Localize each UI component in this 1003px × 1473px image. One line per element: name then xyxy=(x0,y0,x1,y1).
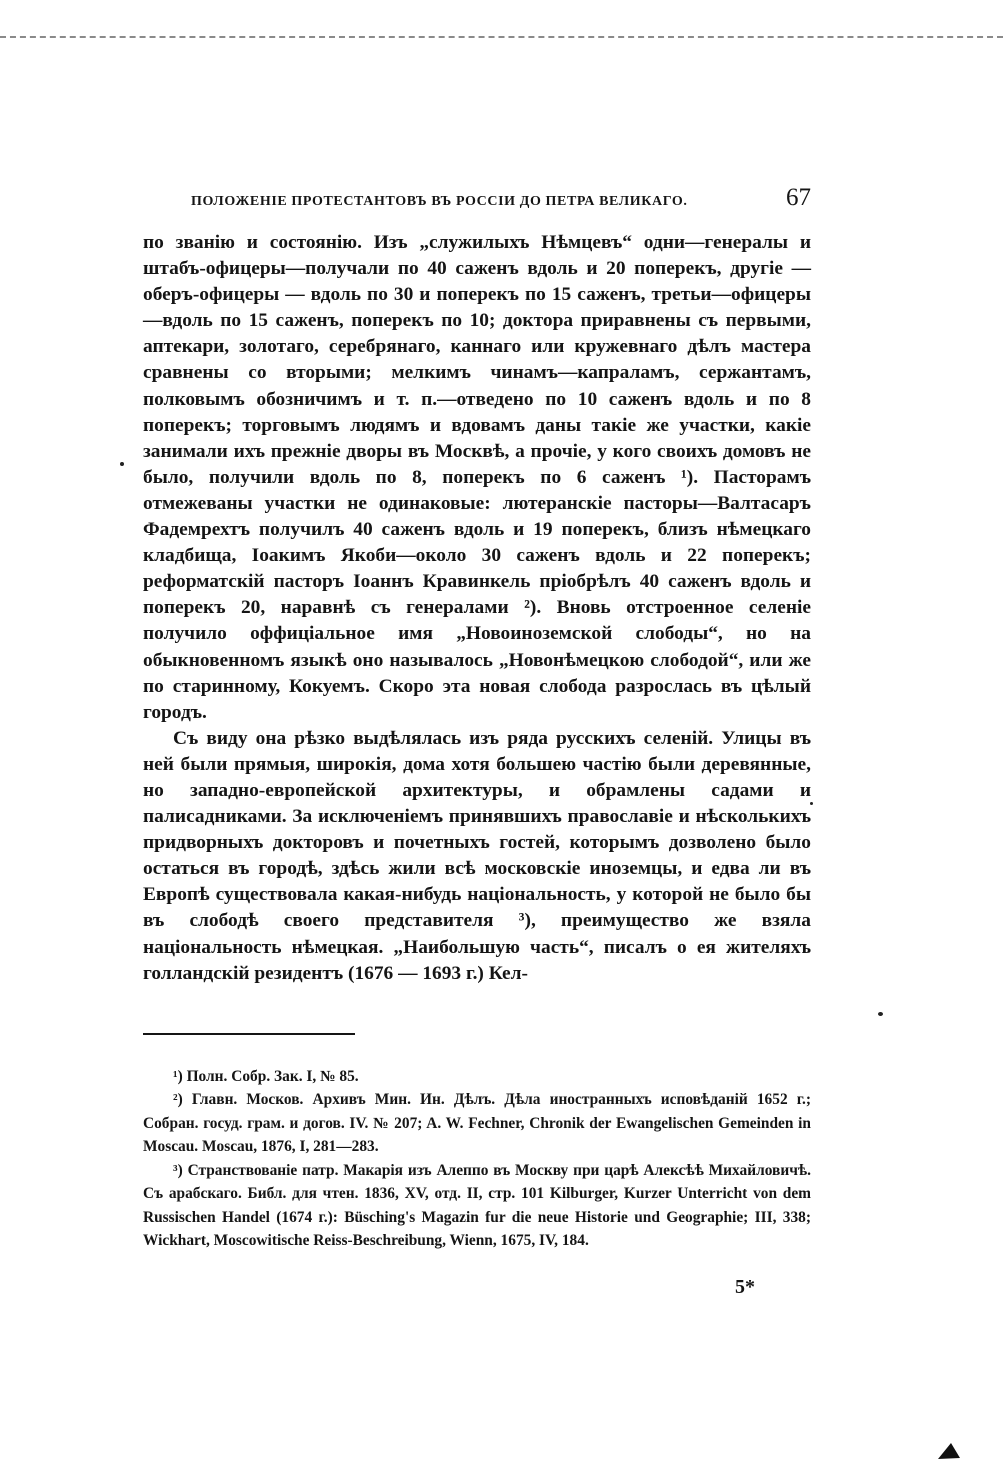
page-header xyxy=(143,182,811,222)
footnote-1: ¹) Полн. Собр. Зак. I, № 85. xyxy=(173,1067,359,1085)
running-title: ПОЛОЖЕНІЕ ПРОТЕСТАНТОВЪ ВЪ РОССІИ ДО ПЕТРА ВЕЛИКАГО. xyxy=(191,194,688,209)
footnotes xyxy=(143,1065,811,1253)
scan-top-border xyxy=(0,36,1003,38)
page-number: 67 xyxy=(786,184,811,211)
ink-speck xyxy=(878,1012,883,1016)
footnote-3: ³) Странствованіе патр. Макарія изъ Алеппо въ Москву при царѣ Алексѣѣ Михайловичѣ. Съ арабскаго. Библ. для чтен. 1836, XV, отд. II, стр. 101 Kilburger, Kurzer Unterricht von dem Russischen Handel (1674 г.): Büsching's Magazin fur die neue Historie und Geographie; III, 338; Wickhart, Moscowitische Reiss-Beschreibung, Wienn, 1675, IV, 184. xyxy=(143,1161,811,1250)
scan-corner-icon xyxy=(937,1440,961,1460)
footnote-separator xyxy=(143,1033,355,1035)
footnote-2: ²) Главн. Москов. Архивъ Мин. Ин. Дѣлъ. Дѣла иностранныхъ исповѣданій 1652 г.; Собран. госуд. грам. и догов. IV. № 207; A. W. Fechner, Chronik der Ewangelischen Gemeinden in Moscau. Moscau, 1876, I, 281—283. xyxy=(143,1091,811,1156)
body-text xyxy=(143,230,811,987)
ink-speck xyxy=(120,462,124,466)
signature-mark: 5* xyxy=(735,1276,755,1298)
paragraph-1: по званію и состоянію. Изъ „служилыхъ Нѣмцевъ“ одни—генералы и штабъ-офицеры—получали по 40 саженъ вдоль и 20 поперекъ, другіе — оберъ-офицеры — вдоль по 30 и поперекъ по 15 саженъ, третьи—офицеры—вдоль по 15 саженъ, поперекъ по 10; доктора приравнены съ первыми, аптекари, золотаго, серебрянаго, каннаго или кружевнаго дѣлъ мастера сравнены со вторыми; мелкимъ чинамъ—капраламъ, сержантамъ, полковымъ обозничимъ и т. п.—отведено по 10 саженъ вдоль и по 8 поперекъ; торговымъ людямъ и вдовамъ даны такіе же участки, какіе занимали ихъ прежніе дворы въ Москвѣ, а прочіе, у кого своихъ домовъ не было, получили вдоль по 8, поперекъ по 6 саженъ ¹). Пасторамъ отмежеваны участки не одинаковые: лютеранскіе пасторы—Валтасаръ Фадемрехтъ получилъ 40 саженъ вдоль и 19 поперекъ, близъ нѣмецкаго кладбища, Іоакимъ Якоби—около 30 саженъ вдоль и 22 поперекъ; реформатскій пасторъ Іоаннъ Кравинкель пріобрѣлъ 40 саженъ вдоль и поперекъ 20, наравнѣ съ генералами ²). Вновь отстроенное селеніе получило оффиціальное имя „Новоиноземской слободы“, но на обыкновенномъ языкѣ оно называлось „Новонѣмецкою слободой“, или же по старинному, Кокуемъ. Скоро эта новая слобода разрослась въ цѣлый городъ. xyxy=(143,232,811,723)
ink-speck xyxy=(810,802,813,805)
book-page xyxy=(143,182,811,1253)
paragraph-2: Съ виду она рѣзко выдѣлялась изъ ряда русскихъ селеній. Улицы въ ней были прямыя, широкія, дома хотя большею частію были деревянные, но западно-европейской архитектуры, и обрамлены садами и палисадниками. За исключеніемъ принявшихъ православіе и нѣсколькихъ придворныхъ докторовъ и почетныхъ гостей, которымъ дозволено было остаться въ городѣ, здѣсь жили всѣ московскіе иноземцы, и едва ли въ Европѣ существовала какая-нибудь національность, у которой не было бы въ слободѣ своего представителя ³), преимущество же взяла національность нѣмецкая. „Наибольшую часть“, писалъ о ея жителяхъ голландскій резидентъ (1676 — 1693 г.) Кел- xyxy=(143,727,811,984)
